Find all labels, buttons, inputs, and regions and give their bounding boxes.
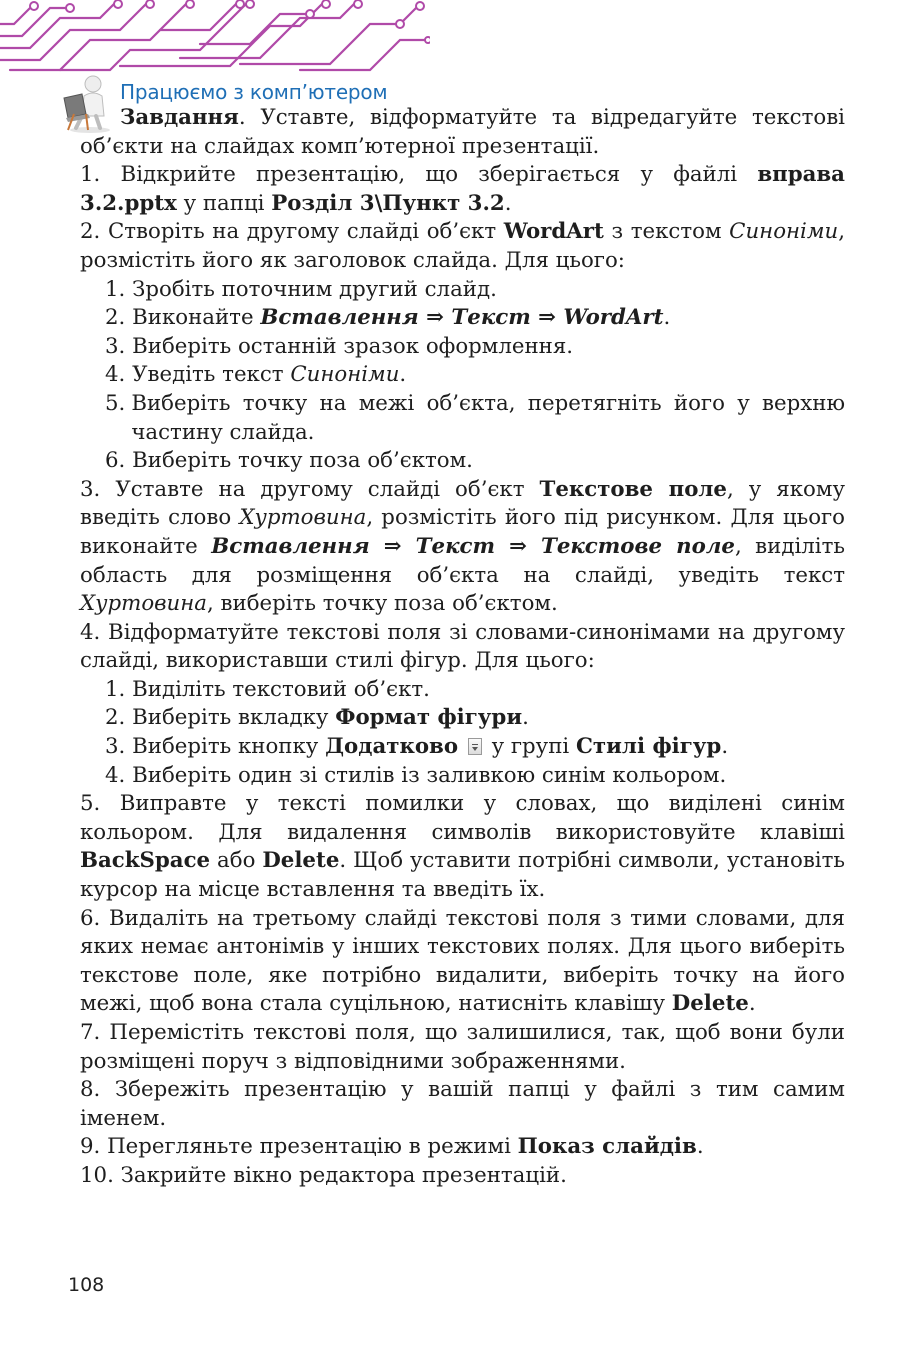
button-name: Додатково xyxy=(325,734,459,760)
step xyxy=(105,733,845,762)
step-text: Виберіть кнопку xyxy=(132,734,326,760)
step-number: 3. xyxy=(105,734,126,760)
intro-text: . Уставте, відформатуйте та відредагуйте текстові об’єкти на слайдах комп’ютерної презентації. xyxy=(80,105,845,159)
step-number: 3. xyxy=(105,333,126,359)
task-text: або xyxy=(210,848,263,874)
step xyxy=(105,304,845,333)
folder-path: Розділ 3\Пункт 3.2 xyxy=(271,190,505,216)
step xyxy=(105,333,845,362)
step xyxy=(105,447,845,476)
task-2-steps xyxy=(80,276,845,476)
task-label: Завдання xyxy=(120,105,239,130)
task-8 xyxy=(80,1076,845,1133)
step xyxy=(105,704,845,733)
task-text: Перемістіть текстові поля, що залишилися, так, щоб вони були розміщені поруч з відповідними зображеннями. xyxy=(80,1020,845,1074)
step xyxy=(105,276,845,305)
task-text: . xyxy=(748,991,756,1017)
section-title: Працюємо з комп’ютером xyxy=(120,80,388,104)
mode-name: Показ слайдів xyxy=(517,1134,697,1160)
tab-name: Формат фігури xyxy=(335,705,523,731)
task-number: 6. xyxy=(80,905,101,931)
task-text: Виправте у тексті помилки у словах, що виділені синім кольором. Для видалення символів використовуйте клавіші xyxy=(80,791,845,845)
task-9 xyxy=(80,1133,845,1162)
task-10 xyxy=(80,1162,845,1191)
step-number: 4. xyxy=(105,762,126,788)
task-4 xyxy=(80,619,845,676)
step-number: 2. xyxy=(105,305,126,331)
sample-word: Хуртовина xyxy=(80,591,208,617)
step-number: 6. xyxy=(105,448,126,474)
menu-path: Вставлення ⇒ Текст ⇒ Текстове поле xyxy=(211,533,735,559)
task-7 xyxy=(80,1019,845,1076)
task-text: Уставте на другому слайді об’єкт xyxy=(100,476,540,502)
step-number: 1. xyxy=(105,676,126,702)
step-text: Виконайте xyxy=(132,305,261,331)
step-text: Виберіть точку поза об’єктом. xyxy=(132,448,473,474)
task-text: Відформатуйте текстові поля зі словами-синонімами на другому слайді, використавши стилі фігур. Для цього: xyxy=(80,619,845,674)
step-text: . xyxy=(399,362,407,388)
task-text: Створіть на другому слайді об’єкт xyxy=(100,219,504,245)
object-name: WordArt xyxy=(503,219,604,245)
circuit-board-decoration xyxy=(0,0,430,72)
sample-word: Синоніми xyxy=(290,362,400,388)
step-text: Виберіть точку на межі об’єкта, перетягніть його у верхню частину слайда. xyxy=(131,390,845,445)
task-number: 2. xyxy=(80,219,101,245)
step-text: . xyxy=(522,705,529,731)
task-text: . Щоб уставити потрібні символи, установіть курсор на місце вставлення та введіть їх. xyxy=(80,848,845,903)
task-2 xyxy=(80,218,845,275)
key-name: Delete xyxy=(671,991,749,1017)
task-1 xyxy=(80,161,845,218)
task-3 xyxy=(80,476,845,619)
task-number: 7. xyxy=(80,1020,101,1045)
step xyxy=(105,390,845,447)
task-text: Видаліть на третьому слайді текстові поля з тими словами, для яких немає антонімів у інших текстових полях. Для цього виберіть текстове поле, яке потрібно видалити, виберіть точку на його межі, щоб вона стала суцільною, натисніть клавішу xyxy=(80,905,845,1017)
object-name: Текстове поле xyxy=(539,476,727,502)
more-gallery-button-icon xyxy=(468,738,482,755)
task-text: Перегляньте презентацію в режимі xyxy=(100,1134,518,1160)
step-text: у групі xyxy=(484,734,576,760)
sample-word: Синоніми xyxy=(729,219,839,245)
group-name: Стилі фігур xyxy=(575,734,722,760)
task-text: . xyxy=(504,190,512,216)
key-name: Delete xyxy=(262,848,340,874)
exercise-content xyxy=(80,104,845,1191)
sample-word: Хуртовина xyxy=(239,505,367,531)
task-text: . xyxy=(696,1134,704,1160)
step-text: Виберіть вкладку xyxy=(132,705,336,731)
task-number: 10. xyxy=(80,1162,114,1188)
step-number: 4. xyxy=(105,362,126,388)
task-number: 8. xyxy=(80,1077,101,1103)
task-text: у папці xyxy=(176,190,272,216)
task-text: Закрийте вікно редактора презентацій. xyxy=(113,1162,567,1188)
task-number: 5. xyxy=(80,791,101,817)
task-number: 1. xyxy=(80,162,101,188)
task-text: Відкрийте презентацію, що зберігається у файлі xyxy=(100,162,758,188)
step xyxy=(105,676,845,705)
step-text: Зробіть поточним другий слайд. xyxy=(132,276,497,302)
task-text: , у якому введіть слово xyxy=(80,476,845,531)
step-text: . xyxy=(721,734,729,760)
task-number: 4. xyxy=(80,619,101,645)
task-text: з текстом xyxy=(603,219,730,245)
task-text: , виберіть точку поза об’єктом. xyxy=(207,591,558,617)
task-text: , виділіть область для розміщення об’єкта на слайді, уведіть текст xyxy=(80,533,845,588)
task-4-steps xyxy=(80,676,845,790)
step-text: Виділіть текстовий об’єкт. xyxy=(132,676,430,702)
step xyxy=(105,762,845,791)
step xyxy=(105,361,845,390)
step-text: Уведіть текст xyxy=(132,362,291,388)
page-number: 108 xyxy=(68,1274,105,1296)
task-intro xyxy=(80,104,845,161)
file-name: вправа 3.2.pptx xyxy=(80,162,845,216)
task-number: 3. xyxy=(80,476,101,502)
step-text: Виберіть останній зразок оформлення. xyxy=(132,333,574,359)
step-number: 5. xyxy=(105,390,126,416)
menu-path: Вставлення ⇒ Текст ⇒ WordArt xyxy=(260,305,664,331)
task-text: Збережіть презентацію у вашій папці у файлі з тим самим іменем. xyxy=(80,1077,845,1131)
step-text: . xyxy=(663,305,671,331)
step-number: 2. xyxy=(105,705,126,731)
step-number: 1. xyxy=(105,276,126,302)
task-6 xyxy=(80,905,845,1019)
task-5 xyxy=(80,790,845,904)
key-name: BackSpace xyxy=(80,848,211,874)
task-text: , розмістіть його під рисунком. Для цього виконайте xyxy=(80,505,845,559)
step-text: Виберіть один зі стилів із заливкою синім кольором. xyxy=(132,762,727,788)
task-number: 9. xyxy=(80,1134,101,1160)
task-text: , розмістіть його як заголовок слайда. Для цього: xyxy=(80,219,846,273)
